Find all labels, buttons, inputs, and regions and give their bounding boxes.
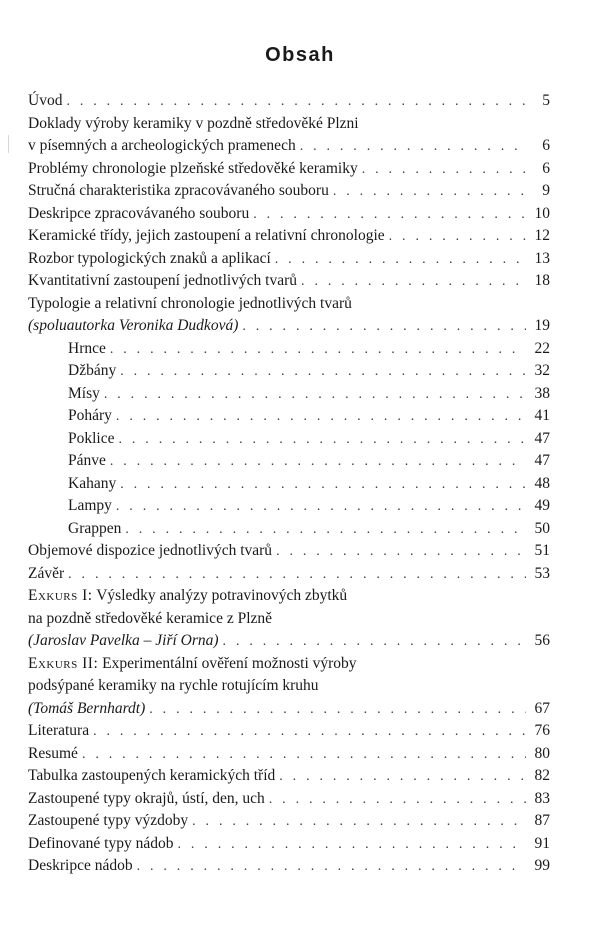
toc-entry-page: 51 bbox=[534, 542, 550, 559]
toc-entry-text: Kahany bbox=[68, 473, 120, 496]
toc-subentry-grappen[interactable] bbox=[28, 518, 550, 541]
toc-entry-text: Doklady výroby keramiky v pozdně středověké Plzni bbox=[28, 114, 359, 132]
toc-entry-exkurs1-line1 bbox=[28, 585, 550, 608]
toc-entry-text: Deskripce zpracovávaného souboru bbox=[28, 203, 253, 226]
toc-entry-exkurs2-line2 bbox=[28, 675, 550, 698]
toc-subentry-dzbany[interactable] bbox=[28, 360, 550, 383]
toc-entry-page: 18 bbox=[534, 272, 550, 289]
toc-entry-text: Úvod bbox=[28, 90, 66, 113]
leader-dots bbox=[120, 361, 526, 384]
toc-entry-typologie-line1 bbox=[28, 293, 550, 316]
toc-entry-text: Resumé bbox=[28, 743, 82, 766]
toc-entry-text: Deskripce nádob bbox=[28, 855, 137, 878]
toc-entry-page: 47 bbox=[534, 429, 550, 447]
leader-dots bbox=[192, 811, 526, 834]
toc-entry-text: Závěr bbox=[28, 563, 68, 586]
toc-entry-text: Kvantitativní zastoupení jednotlivých tvarů bbox=[28, 270, 301, 293]
toc-subentry-poklice[interactable] bbox=[28, 428, 550, 451]
toc-entry-text: Tabulka zastoupených keramických tříd bbox=[28, 765, 279, 788]
toc-entry-page: 82 bbox=[534, 767, 550, 784]
toc-entry-page: 56 bbox=[534, 632, 550, 649]
toc-entry-exkurs2-line1 bbox=[28, 653, 550, 676]
toc-entry-text: (spoluautorka Veronika Dudková) bbox=[28, 315, 242, 338]
toc-entry-problemy[interactable] bbox=[28, 158, 550, 181]
toc-entry-text: Poháry bbox=[68, 405, 116, 428]
leader-dots bbox=[82, 744, 526, 767]
toc-entry-page: 6 bbox=[542, 137, 550, 154]
toc-entry-literatura[interactable] bbox=[28, 720, 550, 743]
toc-entry-text: (Tomáš Bernhardt) bbox=[28, 698, 149, 721]
exkurs-label: Exkurs I: bbox=[28, 587, 93, 604]
toc-entry-typologie[interactable] bbox=[28, 315, 550, 338]
leader-dots bbox=[333, 181, 526, 204]
toc-entry-deskripce-nadob[interactable] bbox=[28, 855, 550, 878]
toc-entry-page: 19 bbox=[534, 317, 550, 334]
leader-dots bbox=[119, 429, 527, 452]
toc-entry-nadob[interactable] bbox=[28, 833, 550, 856]
scan-mark bbox=[8, 135, 9, 153]
toc-entry-page: 22 bbox=[534, 339, 550, 357]
toc-entry-resume[interactable] bbox=[28, 743, 550, 766]
leader-dots bbox=[125, 519, 526, 542]
exkurs-label: Exkurs II: bbox=[28, 654, 99, 672]
toc-entry-page: 9 bbox=[542, 182, 550, 199]
leader-dots bbox=[301, 271, 526, 294]
toc-entry-text: Stručná charakteristika zpracovávaného souboru bbox=[28, 180, 333, 203]
toc-entry-text: v písemných a archeologických pramenech bbox=[28, 135, 300, 158]
toc-entry-uvod[interactable] bbox=[28, 90, 550, 113]
toc-entry-page: 13 bbox=[534, 249, 550, 267]
toc-entry-page: 41 bbox=[534, 407, 550, 424]
toc-entry-zaver[interactable] bbox=[28, 563, 550, 586]
toc-entry-text: Definované typy nádob bbox=[28, 833, 178, 856]
leader-dots bbox=[93, 721, 526, 744]
toc-subentry-kahany[interactable] bbox=[28, 473, 550, 496]
toc-entry-text: Problémy chronologie plzeňské středověké keramiky bbox=[28, 158, 362, 181]
toc-entry-text: Rozbor typologických znaků a aplikací bbox=[28, 248, 275, 271]
toc-entry-page: 91 bbox=[534, 834, 550, 852]
toc-entry-page: 99 bbox=[534, 857, 550, 874]
toc-entry-page: 83 bbox=[534, 789, 550, 807]
toc-entry-page: 80 bbox=[534, 744, 550, 762]
toc-entry-page: 38 bbox=[534, 384, 550, 402]
page-title: Obsah bbox=[265, 44, 335, 66]
toc-entry-text: Džbány bbox=[68, 360, 120, 383]
leader-dots bbox=[66, 91, 526, 114]
leader-dots bbox=[137, 856, 526, 879]
toc-subentry-panve[interactable] bbox=[28, 450, 550, 473]
toc-entry-text: podsýpané keramiky na rychle rotujícím kruhu bbox=[28, 677, 319, 694]
leader-dots bbox=[116, 406, 526, 429]
leader-dots bbox=[275, 249, 526, 272]
toc-entry-keramicke[interactable] bbox=[28, 225, 550, 248]
toc-entry-text: (Jaroslav Pavelka – Jiří Orna) bbox=[28, 630, 223, 653]
toc-entry-page: 5 bbox=[542, 92, 550, 109]
leader-dots bbox=[223, 631, 526, 654]
leader-dots bbox=[178, 834, 527, 857]
toc-subentry-lampy[interactable] bbox=[28, 495, 550, 518]
toc-entry-vyzdoby[interactable] bbox=[28, 810, 550, 833]
toc-entry-doklady-line1 bbox=[28, 113, 550, 136]
toc-entry-tabulka[interactable] bbox=[28, 765, 550, 788]
toc-entry-page: 47 bbox=[534, 452, 550, 469]
toc-entry-okraju[interactable] bbox=[28, 788, 550, 811]
toc-entry-text: Typologie a relativní chronologie jednotlivých tvarů bbox=[28, 294, 352, 312]
toc-entry-page: 87 bbox=[534, 812, 550, 829]
leader-dots bbox=[362, 159, 526, 182]
leader-dots bbox=[269, 789, 526, 812]
toc-entry-page: 32 bbox=[534, 362, 550, 379]
toc-entry-page: 12 bbox=[534, 227, 550, 244]
toc-entry-text: Poklice bbox=[68, 428, 119, 451]
leader-dots bbox=[149, 699, 526, 722]
leader-dots bbox=[279, 766, 526, 789]
leader-dots bbox=[300, 136, 526, 159]
leader-dots bbox=[389, 226, 526, 249]
toc-entry-page: 49 bbox=[534, 497, 550, 514]
toc-entry-page: 50 bbox=[534, 519, 550, 537]
toc-subentry-hrnce[interactable] bbox=[28, 338, 550, 361]
toc-entry-text: Výsledky analýzy potravinových zbytků bbox=[96, 587, 348, 604]
table-of-contents bbox=[28, 90, 550, 878]
toc-entry-text: Zastoupené typy výzdoby bbox=[28, 810, 192, 833]
toc-entry-page: 76 bbox=[534, 722, 550, 739]
toc-entry-text: Mísy bbox=[68, 383, 104, 406]
toc-entry-page: 53 bbox=[534, 564, 550, 582]
leader-dots bbox=[276, 541, 526, 564]
toc-entry-text: Lampy bbox=[68, 495, 116, 518]
toc-entry-text: Experimentální ověření možnosti výroby bbox=[102, 654, 357, 672]
leader-dots bbox=[68, 564, 526, 587]
toc-entry-page: 48 bbox=[534, 474, 550, 492]
leader-dots bbox=[116, 496, 526, 519]
toc-subentry-misy[interactable] bbox=[28, 383, 550, 406]
leader-dots bbox=[110, 451, 526, 474]
leader-dots bbox=[253, 204, 526, 227]
toc-subentry-pohary[interactable] bbox=[28, 405, 550, 428]
toc-entry-kvantitativni[interactable] bbox=[28, 270, 550, 293]
toc-entry-text: Grappen bbox=[68, 518, 125, 541]
toc-entry-page: 6 bbox=[542, 159, 550, 177]
toc-entry-exkurs1-line2 bbox=[28, 608, 550, 631]
toc-entry-page: 67 bbox=[534, 699, 550, 717]
leader-dots bbox=[110, 339, 526, 362]
toc-entry-text: Zastoupené typy okrajů, ústí, den, uch bbox=[28, 788, 269, 811]
toc-entry-rozbor[interactable] bbox=[28, 248, 550, 271]
toc-entry-text: Pánve bbox=[68, 450, 110, 473]
toc-entry-deskripce-souboru[interactable] bbox=[28, 203, 550, 226]
leader-dots bbox=[104, 384, 526, 407]
toc-entry-objemove[interactable] bbox=[28, 540, 550, 563]
toc-entry-text: na pozdně středověké keramice z Plzně bbox=[28, 609, 273, 627]
toc-entry-text: Literatura bbox=[28, 720, 93, 743]
toc-entry-strucna[interactable] bbox=[28, 180, 550, 203]
leader-dots bbox=[120, 474, 526, 497]
toc-entry-exkurs1[interactable] bbox=[28, 630, 550, 653]
toc-entry-exkurs2[interactable] bbox=[28, 698, 550, 721]
toc-entry-text: Hrnce bbox=[68, 338, 110, 361]
toc-entry-doklady[interactable] bbox=[28, 135, 550, 158]
toc-entry-text: Objemové dispozice jednotlivých tvarů bbox=[28, 540, 276, 563]
toc-entry-page: 10 bbox=[534, 204, 550, 222]
toc-entry-text: Keramické třídy, jejich zastoupení a relativní chronologie bbox=[28, 225, 389, 248]
leader-dots bbox=[242, 316, 526, 339]
